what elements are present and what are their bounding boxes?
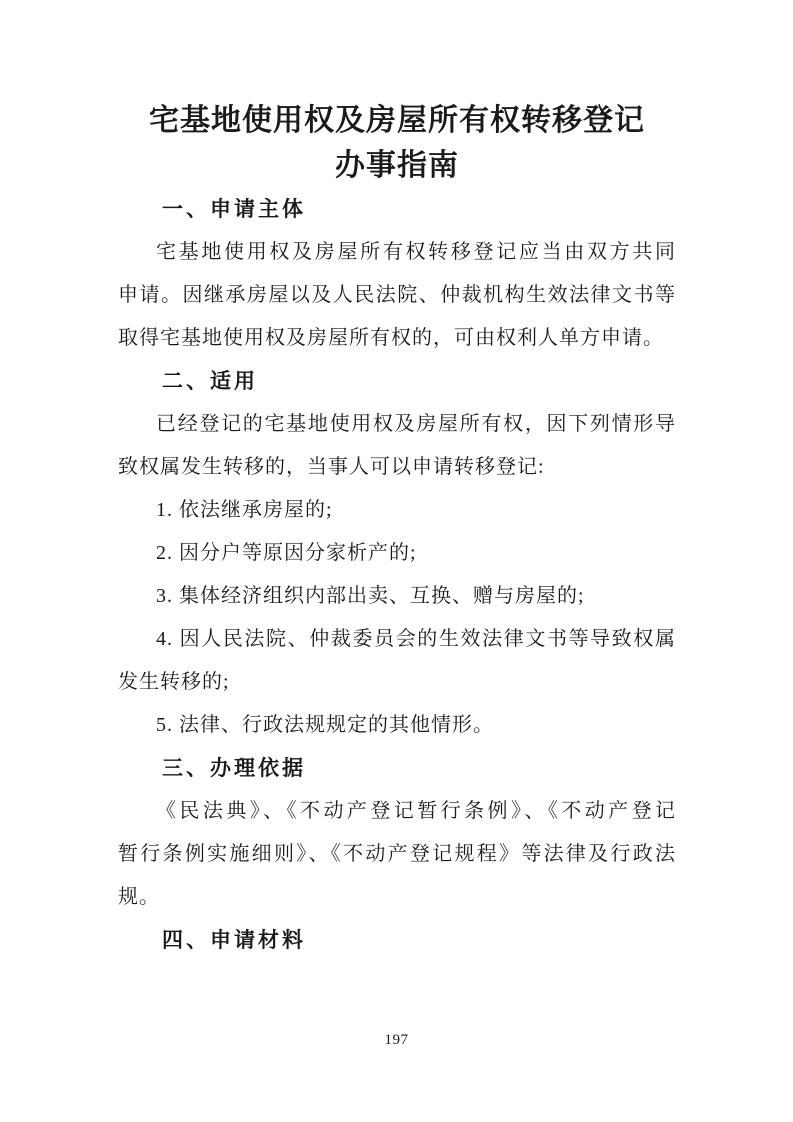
list-item: 3. 集体经济组织内部出卖、互换、赠与房屋的; (156, 585, 585, 607)
list-item: 4. 因人民法院、仲裁委员会的生效法律文书等导致权属 (156, 628, 676, 650)
list-item: 5. 法律、行政法规规定的其他情形。 (156, 714, 494, 736)
paragraph-line: 暂行条例实施细则》、《不动产登记规程》等法律及行政法 (118, 843, 676, 865)
page-number: 197 (384, 1032, 409, 1048)
list-item: 1. 依法继承房屋的; (156, 499, 333, 521)
heading-applicability: 二、适用 (162, 370, 258, 393)
heading-applicant-subject: 一、申请主体 (162, 198, 306, 221)
paragraph-line: 宅基地使用权及房屋所有权转移登记应当由双方共同 (156, 241, 676, 263)
paragraph-line: 取得宅基地使用权及房屋所有权的，可由权利人单方申请。 (118, 327, 664, 349)
document-content (118, 98, 676, 962)
heading-application-materials: 四、申请材料 (162, 929, 306, 952)
document-title-line-2: 办事指南 (335, 149, 459, 182)
heading-legal-basis: 三、办理依据 (162, 757, 306, 780)
paragraph-line: 《民法典》、《不动产登记暂行条例》、《不动产登记 (156, 800, 676, 822)
paragraph-line: 已经登记的宅基地使用权及房屋所有权，因下列情形导 (156, 413, 676, 435)
document-title-line-1: 宅基地使用权及房屋所有权转移登记 (149, 104, 645, 137)
paragraph-line: 致权属发生转移的，当事人可以申请转移登记: (118, 456, 545, 478)
list-item-continuation: 发生转移的; (118, 671, 230, 693)
list-item: 2. 因分户等原因分家析产的; (156, 542, 417, 564)
paragraph-line: 规。 (118, 886, 160, 908)
document-title (118, 98, 676, 188)
paragraph-line: 申请。因继承房屋以及人民法院、仲裁机构生效法律文书等 (118, 284, 676, 306)
